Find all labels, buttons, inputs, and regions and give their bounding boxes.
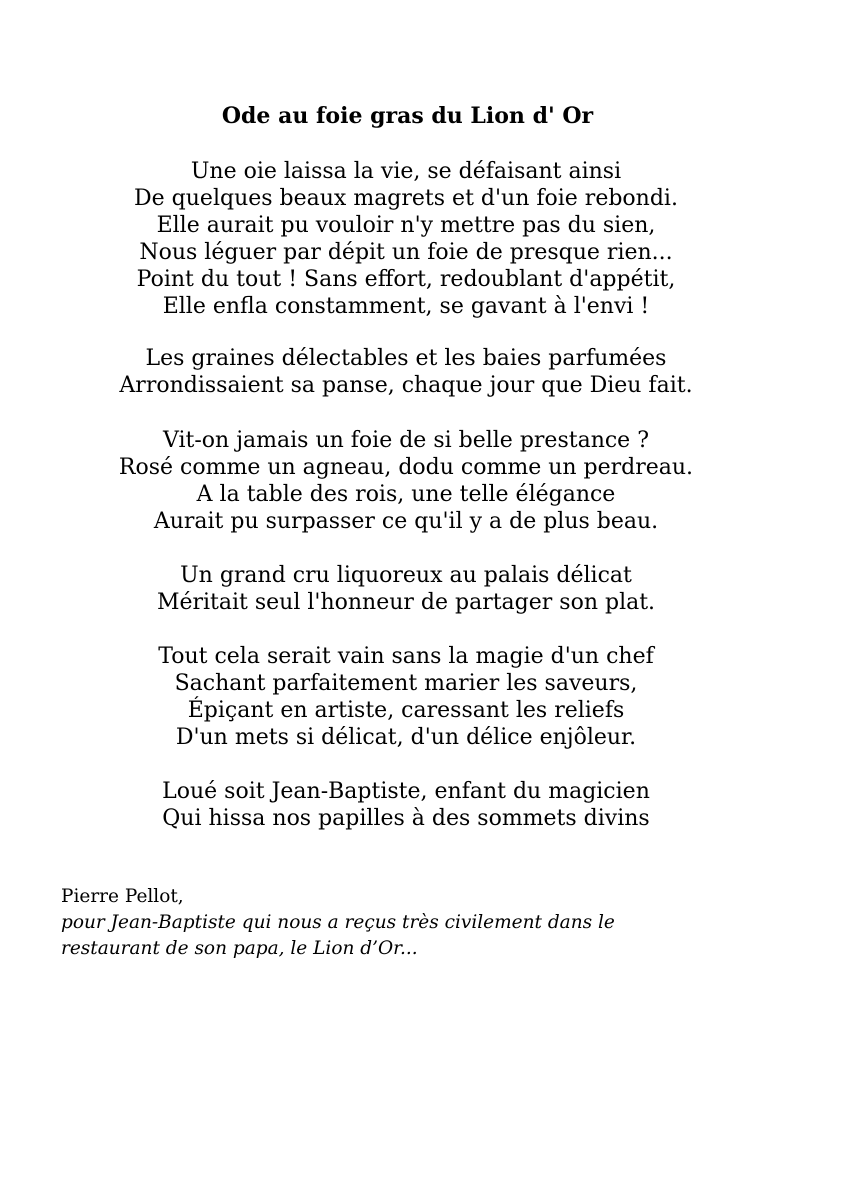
- poem-line: D'un mets si délicat, d'un délice enjôleur.: [175, 725, 637, 750]
- stanza-6: [0, 778, 812, 832]
- poem-line: Qui hissa nos papilles à des sommets divins: [162, 806, 650, 831]
- poem-line: Aurait pu surpasser ce qu'il y a de plus beau.: [153, 509, 659, 534]
- poem-line: Rosé comme un agneau, dodu comme un perdreau.: [118, 455, 694, 480]
- poem-line: Les graines délectables et les baies parfumées: [145, 346, 667, 371]
- author-name: Pierre Pellot,: [61, 886, 184, 907]
- poem-line: Sachant parfaitement marier les saveurs,: [174, 671, 638, 696]
- stanza-2: [0, 345, 812, 399]
- stanza-5: [0, 643, 812, 751]
- stanza-4: [0, 562, 812, 616]
- dedication-line: restaurant de son papa, le Lion d’Or...: [61, 938, 418, 959]
- poem-line: Épiçant en artiste, caressant les reliefs: [187, 698, 625, 723]
- poem-line: Tout cela serait vain sans la magie d'un chef: [158, 644, 654, 669]
- dedication-line: pour Jean-Baptiste qui nous a reçus très civilement dans le: [61, 912, 615, 933]
- poem-line: Méritait seul l'honneur de partager son plat.: [156, 590, 656, 615]
- poem-title: Ode au foie gras du Lion d' Or: [221, 103, 594, 129]
- poem-line: Elle enfla constamment, se gavant à l'envi !: [162, 294, 650, 319]
- stanza-3: [0, 427, 812, 535]
- poem-line: Elle aurait pu vouloir n'y mettre pas du sien,: [156, 213, 656, 238]
- signature-block: [61, 884, 615, 962]
- poem-line: Nous léguer par dépit un foie de presque rien...: [139, 240, 673, 265]
- poem-line: Vit-on jamais un foie de si belle prestance ?: [163, 428, 649, 453]
- poem-line: Loué soit Jean-Baptiste, enfant du magicien: [162, 779, 650, 804]
- poem-line: Point du tout ! Sans effort, redoublant d'appétit,: [136, 267, 676, 292]
- poem-line: Un grand cru liquoreux au palais délicat: [180, 563, 632, 588]
- poem-line: A la table des rois, une telle élégance: [196, 482, 616, 507]
- poem-line: De quelques beaux magrets et d'un foie rebondi.: [134, 186, 678, 211]
- stanza-1: [0, 158, 812, 320]
- poem-line: Une oie laissa la vie, se défaisant ainsi: [190, 159, 622, 184]
- poem-line: Arrondissaient sa panse, chaque jour que Dieu fait.: [119, 373, 693, 398]
